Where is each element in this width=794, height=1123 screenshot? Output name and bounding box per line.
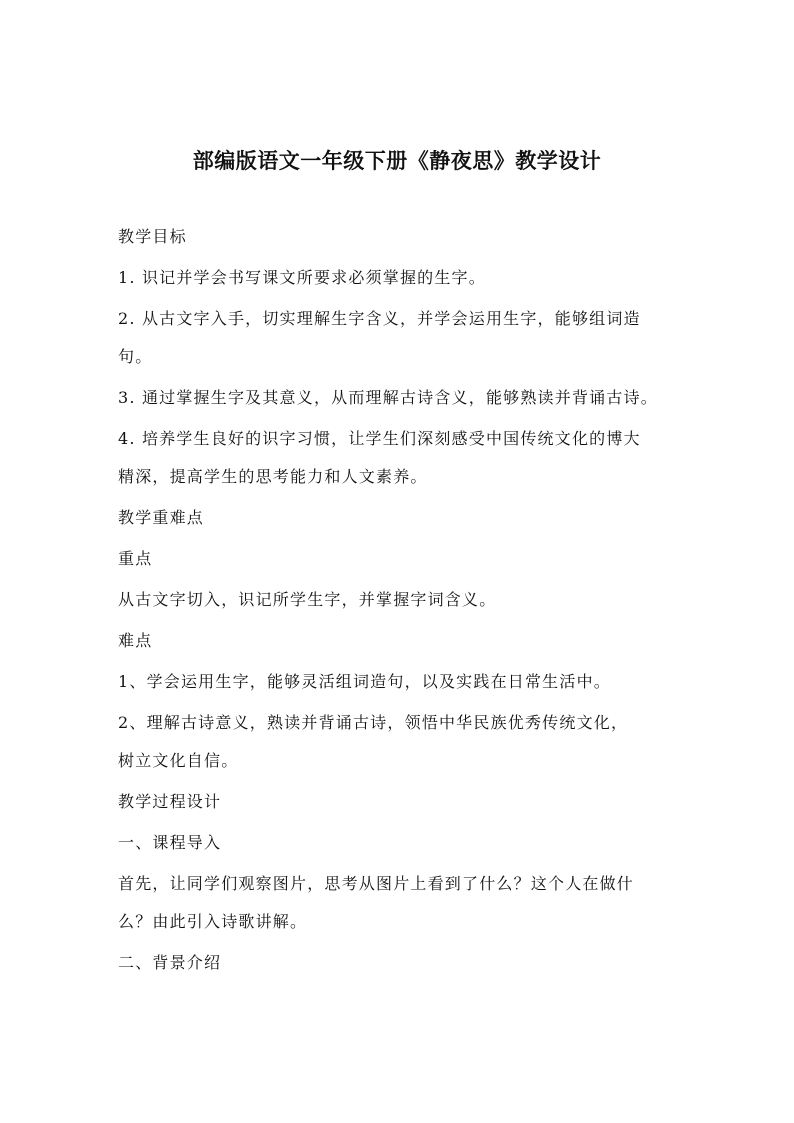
objective-4-line-2: 精深，提高学生的思考能力和人文素养。: [118, 467, 428, 486]
heading-key-difficult-points: 教学重难点: [118, 508, 205, 527]
document-body: [118, 221, 680, 988]
objective-2-line-1: 2. 从古文字入手，切实理解生字含义，并学会运用生字，能够组词造: [118, 309, 641, 328]
objective-2-line-2: 句。: [118, 347, 153, 366]
objective-1: 1. 识记并学会书写课文所要求必须掌握的生字。: [118, 268, 486, 287]
difficult-point-2-line-2: 树立文化自信。: [118, 751, 239, 770]
course-intro-line-2: 么？由此引入诗歌讲解。: [118, 912, 308, 931]
difficult-point-1: 1、学会运用生字，能够灵活组词造句，以及实践在日常生活中。: [118, 672, 611, 691]
subheading-key-points: 重点: [118, 549, 153, 568]
section-background: 二、背景介绍: [118, 953, 222, 972]
difficult-point-2-line-1: 2、理解古诗意义，熟读并背诵古诗，领悟中华民族优秀传统文化，: [118, 713, 629, 732]
heading-teaching-process: 教学过程设计: [118, 792, 222, 811]
course-intro-line-1: 首先，让同学们观察图片，思考从图片上看到了什么？这个人在做什: [118, 874, 635, 893]
document-title: 部编版语文一年级下册《静夜思》教学设计: [192, 149, 602, 173]
section-course-intro: 一、课程导入: [118, 833, 222, 852]
objective-4-line-1: 4. 培养学生良好的识字习惯，让学生们深刻感受中国传统文化的博大: [118, 429, 641, 448]
objective-3: 3. 通过掌握生字及其意义，从而理解古诗含义，能够熟读并背诵古诗。: [118, 388, 658, 407]
key-points-text: 从古文字切入，识记所学生字，并掌握字词含义。: [118, 590, 497, 609]
subheading-difficult-points: 难点: [118, 631, 153, 650]
heading-teaching-objectives: 教学目标: [118, 227, 187, 246]
